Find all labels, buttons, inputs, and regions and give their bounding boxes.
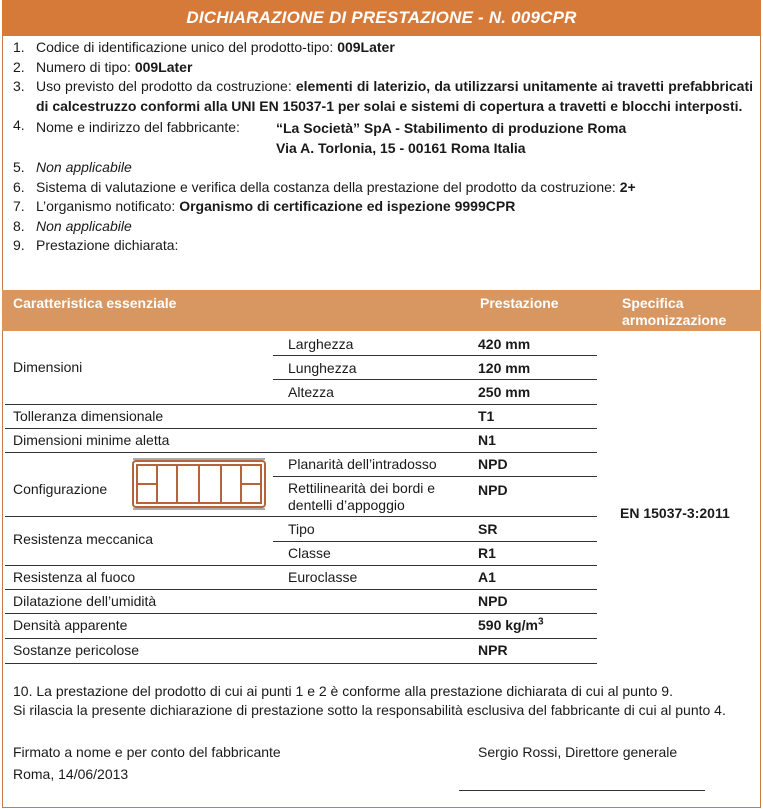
signed-on-behalf-text: Firmato a nome e per conto del fabbricante [13,744,281,760]
signature-block [13,743,281,784]
row-divider [273,541,597,542]
brick-block-icon [130,457,268,511]
item-value: 009Later [134,58,193,75]
value-densita-unit: 590 kg/m [478,617,538,633]
item-label: Codice di identificazione unico del prodotto-tipo: [36,39,338,55]
item-label: Prestazione dichiarata: [36,237,179,253]
declaration-items [13,38,753,256]
row-label-dimensioni: Dimensioni [13,359,83,375]
item-number: 6. [13,178,25,195]
item-label: Uso previsto del prodotto da costruzione: [36,78,296,94]
item-label: Non applicabile [36,217,132,234]
row-label-configurazione: Configurazione [13,481,108,497]
item-value: 2+ [619,178,636,195]
document-title: DICHIARAZIONE DI PRESTAZIONE - N. 009CPR [2,0,761,36]
row-divider [273,476,597,477]
value-lunghezza: 120 mm [478,360,531,376]
value-densita-exponent: 3 [537,616,544,628]
sub-label-rettilinearita-2: dentelli d’appoggio [288,497,405,513]
item-3 [13,77,753,116]
row-divider [273,379,597,380]
sub-label-altezza: Altezza [288,384,334,400]
row-label-fuoco: Resistenza al fuoco [13,569,136,585]
point-10-text: 10. La prestazione del prodotto di cui ai punti 1 e 2 è conforme alla prestazione dichiarata di cui al punto 9. [13,683,673,699]
value-rettilinearita: NPD [478,482,508,498]
value-altezza: 250 mm [478,384,531,400]
item-label: Non applicabile [36,159,132,175]
sub-label-euroclasse: Euroclasse [288,569,358,585]
sub-label-larghezza: Larghezza [288,336,354,352]
row-label-dilatazione: Dilatazione dell’umidità [13,593,157,609]
value-specifica: EN 15037-3:2011 [620,505,730,521]
value-sostanze: NPR [478,642,508,658]
item-number: 3. [13,78,25,94]
item-number: 9. [13,237,25,253]
footer-statement [13,682,726,720]
value-larghezza: 420 mm [478,336,531,352]
row-divider [5,638,597,639]
item-1 [13,38,753,58]
sub-label-lunghezza: Lunghezza [288,360,357,376]
responsibility-text: Si rilascia la presente dichiarazione di prestazione sotto la responsabilità esclusiva del fabbricante di cui al punto 4. [13,702,726,718]
item-9 [13,236,753,256]
value-classe: R1 [478,545,496,561]
item-7 [13,197,753,217]
row-divider [5,516,597,517]
row-label-aletta: Dimensioni minime aletta [13,432,170,448]
item-value: elementi di laterizio, da utilizzarsi unitamente ai travetti prefabbricati di calcestruzzo conformi alla UNI EN 15037-1 per solai e sistemi di copertura a travetti e blocchi interposti. [36,78,753,114]
header-spec-line2: armonizzazione [622,312,727,328]
item-label: Sistema di valutazione e verifica della costanza della prestazione del prodotto da costruzione: [36,178,620,195]
item-5 [13,158,753,178]
header-specification [622,295,726,329]
table-header [2,290,761,331]
signer-name: Sergio Rossi, Direttore generale [478,744,678,760]
row-label-resistenza-meccanica: Resistenza meccanica [13,531,154,547]
item-number: 2. [13,58,25,75]
row-label-tolleranza: Tolleranza dimensionale [13,408,164,424]
row-divider [5,613,597,614]
item-number: 4. [13,117,25,133]
item-label: Nome e indirizzo del fabbricante: [36,119,240,135]
place-date: Roma, 14/06/2013 [13,766,129,782]
value-planarita: NPD [478,456,508,472]
value-tolleranza: T1 [478,408,495,424]
sub-label-tipo: Tipo [288,521,315,537]
item-value: 009Later [337,39,395,55]
row-label-sostanze: Sostanze pericolose [13,642,140,658]
row-divider [5,663,597,664]
row-divider [5,589,597,590]
row-divider [273,355,597,356]
item-2 [13,58,753,78]
row-divider [5,404,597,405]
row-divider [5,452,597,453]
row-divider [5,428,597,429]
sub-label-rettilinearita-1: Rettilinearità dei bordi e [288,480,436,496]
sub-label-classe: Classe [288,545,331,561]
header-spec-line1: Specifica [622,295,684,311]
item-number: 1. [13,39,25,55]
manufacturer-name: “La Società” SpA - Stabilimento di produzione Roma [276,120,627,136]
value-tipo: SR [478,521,498,537]
item-label: L’organismo notificato: [36,198,180,214]
manufacturer-address: Via A. Torlonia, 15 - 00161 Roma Italia [276,140,526,156]
value-fuoco: A1 [478,569,496,585]
row-divider [5,565,597,566]
item-number: 5. [13,159,25,175]
value-aletta: N1 [478,432,496,448]
value-dilatazione: NPD [478,593,508,609]
header-characteristic: Caratteristica essenziale [13,295,177,311]
item-4 [13,116,753,158]
item-8 [13,217,753,237]
item-number: 7. [13,198,25,214]
header-performance: Prestazione [480,295,559,311]
item-6 [13,178,753,198]
item-value: Organismo di certificazione ed ispezione 9999CPR [179,198,516,214]
value-densita [478,617,544,633]
row-label-densita: Densità apparente [13,617,128,633]
sub-label-planarita: Planarità dell’intradosso [288,456,437,472]
item-number: 8. [13,217,25,234]
signature-line [459,790,705,791]
item-label: Numero di tipo: [36,58,135,75]
